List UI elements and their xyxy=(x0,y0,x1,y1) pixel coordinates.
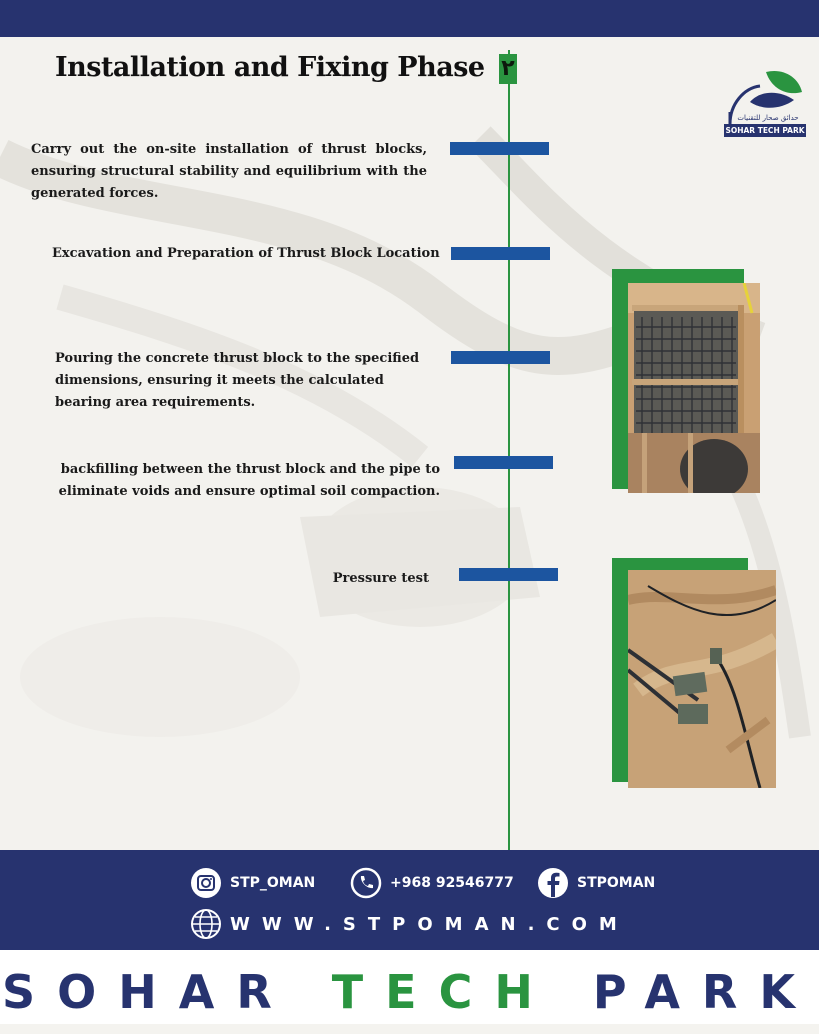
step-text-4: backfilling between the thrust block and the pipe to eliminate voids and ensure optimal soil compaction. xyxy=(58,462,440,499)
footer-bar xyxy=(0,850,819,950)
step-text-5: Pressure test xyxy=(332,571,429,586)
brand-word-park: PARK xyxy=(592,965,818,1019)
phone-contact[interactable] xyxy=(350,867,514,899)
phone-number: +968 92546777 xyxy=(390,875,514,891)
logo-caption: SOHAR TECH PARK xyxy=(725,126,805,135)
svg-text:حدائق صحار للتقنيات: حدائق صحار للتقنيات xyxy=(737,114,799,122)
step-text-2: Excavation and Preparation of Thrust Block Location xyxy=(52,246,440,261)
facebook-icon xyxy=(537,867,569,899)
step-marker-1 xyxy=(450,142,549,155)
facebook-handle: STPOMAN xyxy=(577,875,656,891)
step-marker-3 xyxy=(451,351,550,364)
instagram-contact[interactable] xyxy=(190,867,315,899)
step-marker-5 xyxy=(459,568,558,581)
page-title: Installation and Fixing Phase xyxy=(55,52,485,83)
pressure-test-pipes-photo xyxy=(612,558,776,790)
brand-word-sohar: SOHAR xyxy=(1,965,294,1019)
brand-word-tech: TECH xyxy=(331,965,555,1019)
step-marker-2 xyxy=(451,247,550,260)
brand-wordmark xyxy=(0,950,819,1024)
website-url: WWW.STPOMAN.COM xyxy=(230,913,629,935)
thrust-block-rebar-photo xyxy=(612,269,762,493)
step-marker-4 xyxy=(454,456,553,469)
step-text-1: Carry out the on-site installation of thrust blocks, ensuring structural stability and equilibrium with the generated forces. xyxy=(31,142,427,201)
phase-number-badge: ٢ xyxy=(499,54,517,84)
timeline-line xyxy=(508,50,510,850)
top-bar xyxy=(0,0,819,37)
instagram-icon xyxy=(190,867,222,899)
website-contact[interactable] xyxy=(190,908,629,940)
phone-icon xyxy=(350,867,382,899)
instagram-handle: STP_OMAN xyxy=(230,875,316,891)
globe-icon xyxy=(190,908,222,940)
step-text-3: Pouring the concrete thrust block to the specified dimensions, ensuring it meets the calculated bearing area requirements. xyxy=(55,351,420,410)
facebook-contact[interactable] xyxy=(537,867,655,899)
